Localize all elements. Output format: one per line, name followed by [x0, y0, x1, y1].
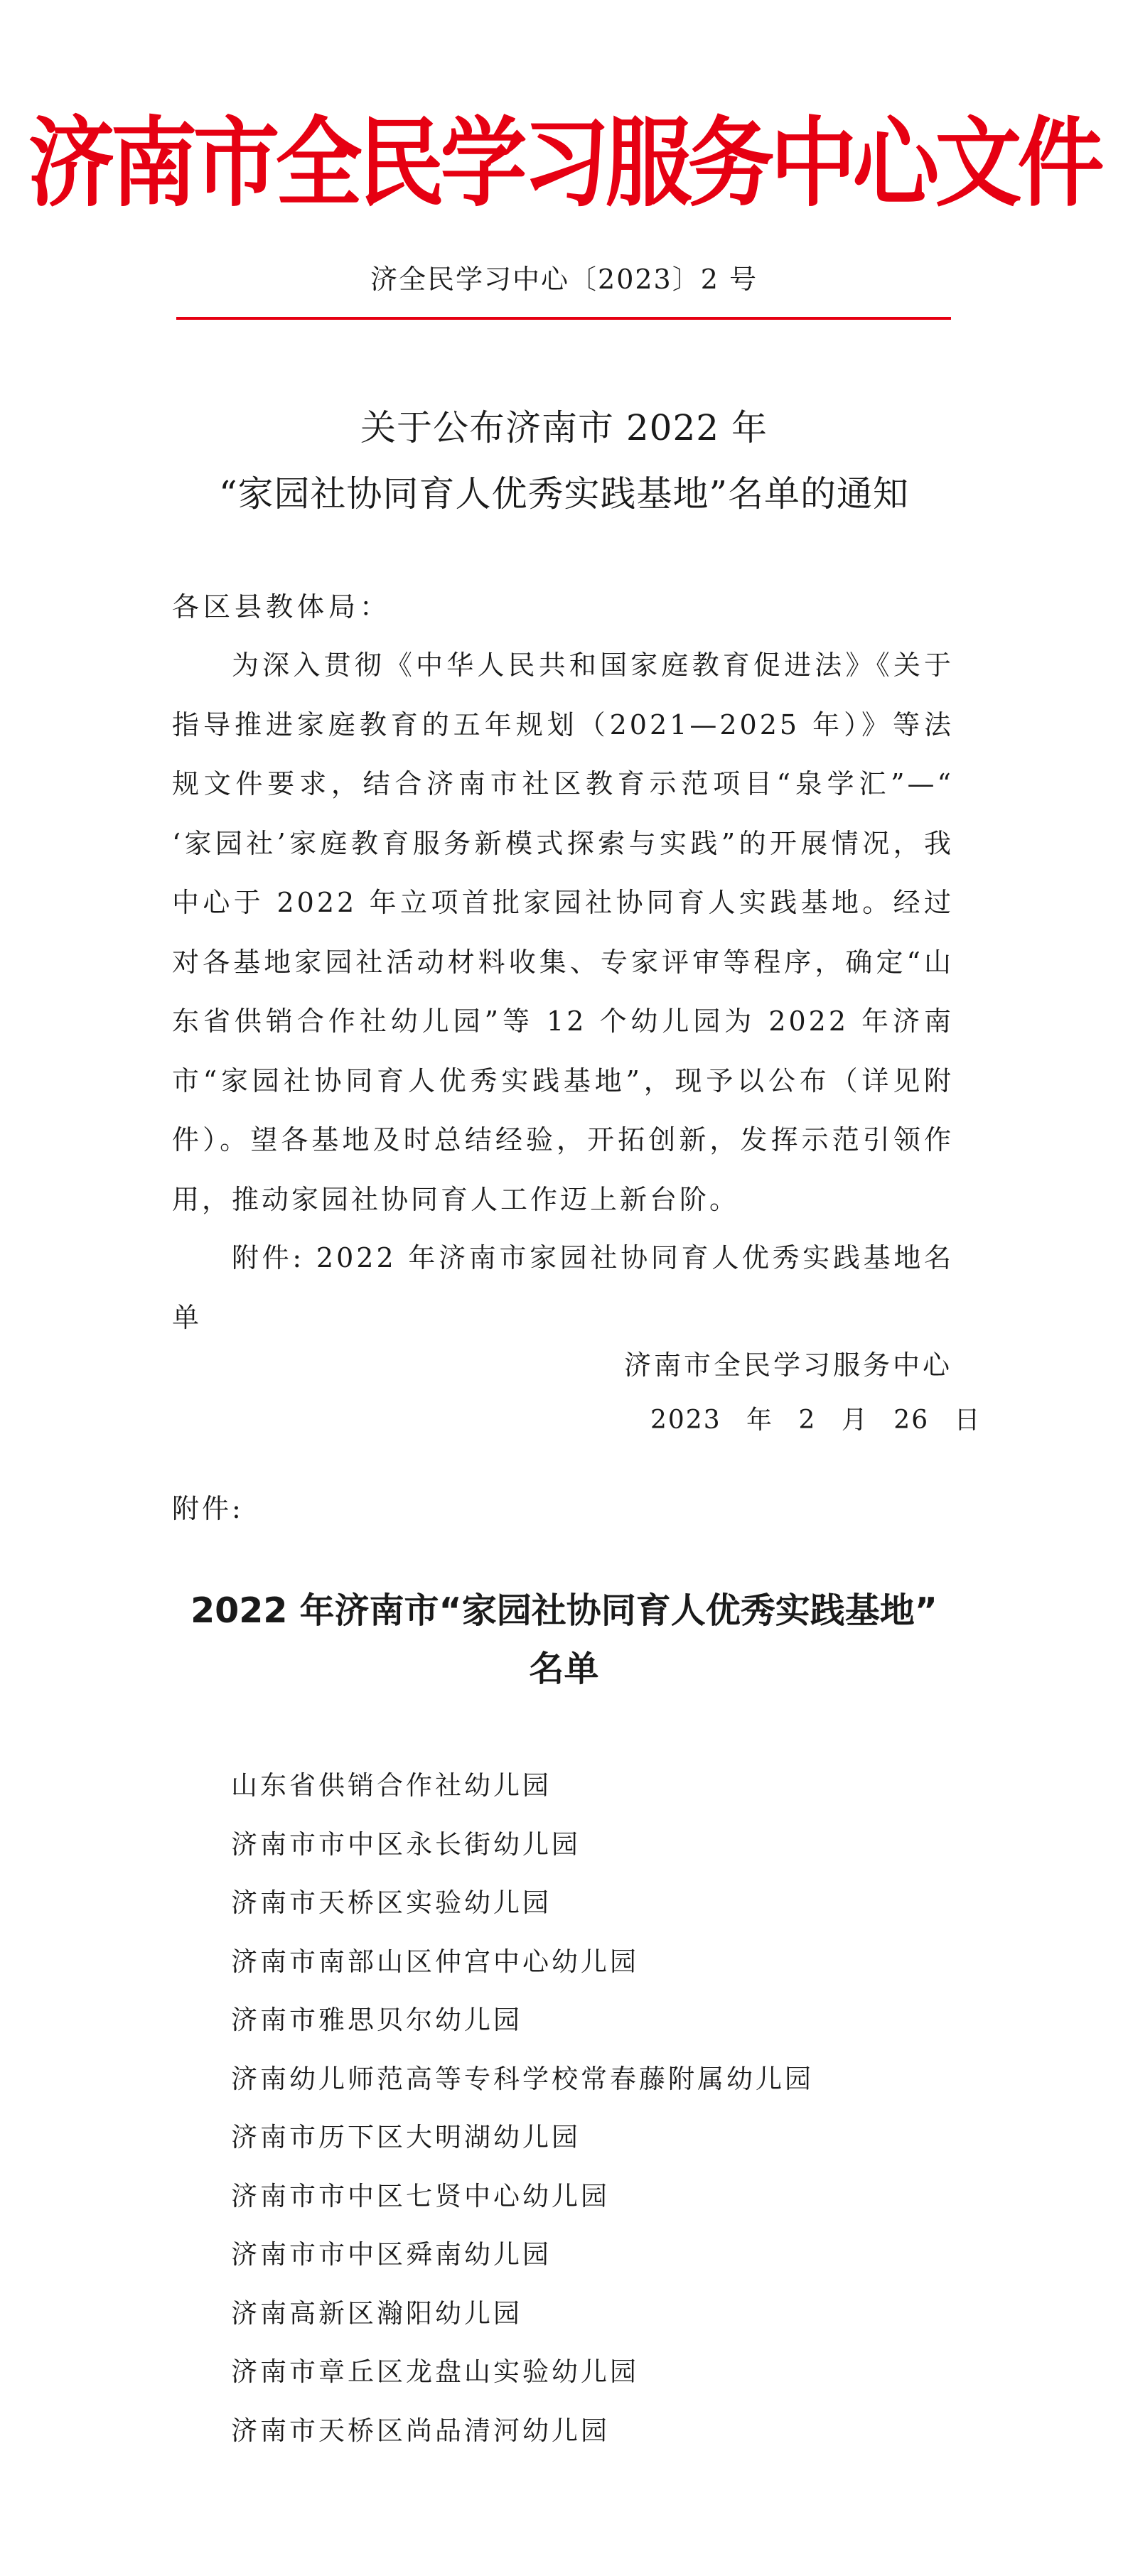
list-item: 济南市章丘区龙盘山实验幼儿园: [231, 2356, 639, 2387]
list-item: 济南市南部山区仲宫中心幼儿园: [231, 1946, 639, 1977]
list-item: 山东省供销合作社幼儿园: [231, 1770, 552, 1801]
list-item: 济南高新区瀚阳幼儿园: [231, 2297, 522, 2329]
list-title-line-2: 名单: [529, 1649, 599, 1689]
red-divider-line: [176, 317, 951, 320]
list-item: 济南市市中区七贤中心幼儿园: [231, 2180, 610, 2211]
list-item: 济南市市中区永长街幼儿园: [231, 1828, 581, 1860]
attachment-note: 附件: 2022 年济南市家园社协同育人优秀实践基地名单: [172, 1242, 954, 1333]
list-item: 济南幼儿师范高等专科学校常春藤附属幼儿园: [231, 2063, 814, 2094]
notice-title-line-1: 关于公布济南市 2022 年: [360, 407, 768, 448]
kindergarten-list: [231, 1757, 814, 2460]
issuer-signature: 济南市全民学习服务中心: [623, 1349, 952, 1381]
red-header-title: 济南市全民学习服务中心文件: [28, 107, 1100, 220]
list-title-line-1: 2022 年济南市“家园社协同育人优秀实践基地”: [190, 1590, 938, 1631]
list-item: 济南市天桥区尚品清河幼儿园: [231, 2415, 610, 2446]
document-number: 济全民学习中心〔2023〕2 号: [370, 264, 758, 295]
attachment-label: 附件:: [172, 1493, 244, 1524]
issue-date: 2023 年 2 月 26 日: [650, 1406, 982, 1435]
list-item: 济南市市中区舜南幼儿园: [231, 2239, 552, 2270]
salutation: 各区县教体局：: [172, 591, 392, 623]
notice-title-line-2: “家园社协同育人优秀实践基地”名单的通知: [218, 473, 910, 514]
notice-body: 为深入贯彻《中华人民共和国家庭教育促进法》《关于指导推进家庭教育的五年规划（2021—2025 年）》等法规文件要求，结合济南市社区教育示范项目“泉学汇”—“ ‘家园社’家庭教育服务新模式探索与实践”的开展情况，我中心于 2022 年立项首批家园社协同育人实践基地。经过对各基地家园社活动材料收集、专家评审等程序，确定“山东省供销合作社幼儿园”等 12 个幼儿园为 2022 年济南市“家园社协同育人优秀实践基地”，现予以公布（详见附件）。望各基地及时总结经验，开拓创新，发挥示范引领作用，推动家园社协同育人工作迈上新台阶。: [172, 650, 954, 1215]
list-item: 济南市雅思贝尔幼儿园: [231, 2005, 522, 2035]
list-item: 济南市历下区大明湖幼儿园: [231, 2122, 581, 2152]
list-item: 济南市天桥区实验幼儿园: [231, 1887, 552, 1918]
